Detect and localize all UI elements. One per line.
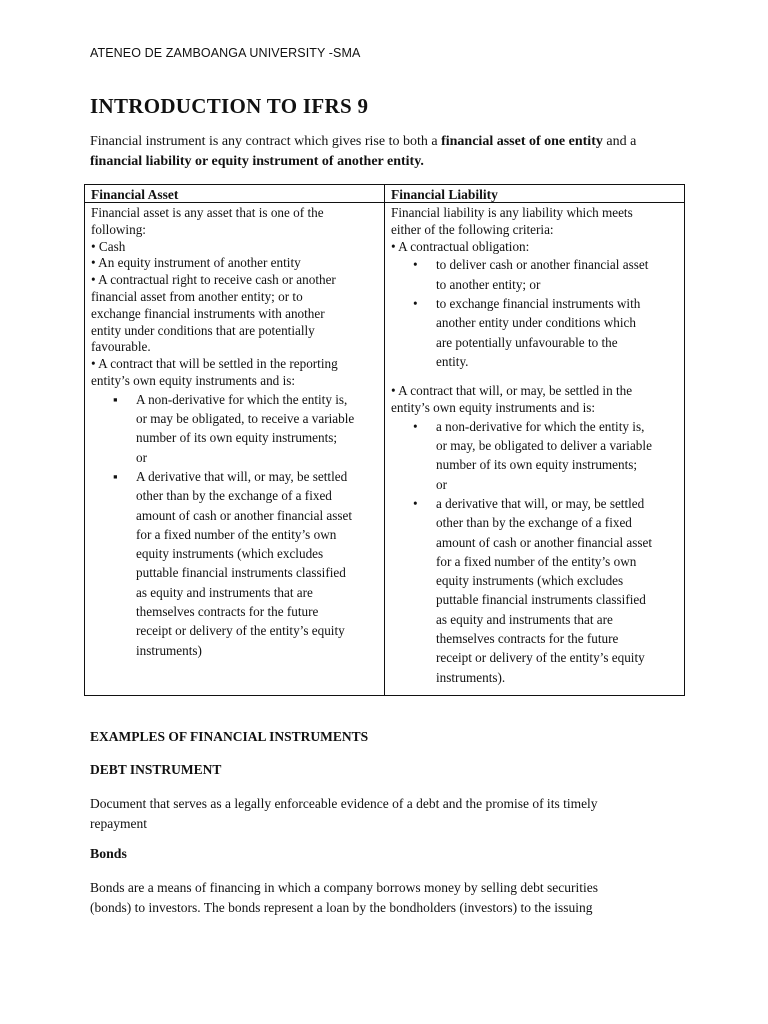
financial-liability-lines-2 bbox=[391, 383, 681, 417]
financial-asset-column bbox=[91, 185, 381, 660]
sub-bullet-line: equity instruments (which excludes bbox=[136, 546, 324, 562]
sub-bullet-line: to deliver cash or another financial asset bbox=[436, 257, 649, 273]
sub-bullet-line: number of its own equity instruments; bbox=[436, 457, 638, 473]
cell-text-line: favourable. bbox=[91, 339, 151, 355]
cell-text-line: • A contract that will, or may, be settled in the bbox=[391, 383, 633, 399]
sub-bullet-line: other than by the exchange of a fixed bbox=[136, 488, 332, 504]
sub-bullet-line: or may be obligated, to receive a variable bbox=[136, 411, 355, 427]
sub-bullet-line: a non-derivative for which the entity is, bbox=[436, 418, 645, 434]
debt-line: Document that serves as a legally enforceable evidence of a debt and the promise of its timely bbox=[90, 796, 598, 811]
sub-bullet-line: other than by the exchange of a fixed bbox=[436, 515, 632, 531]
sub-bullet-line: a derivative that will, or may, be settled bbox=[436, 495, 645, 511]
bullet-icon: ▪ bbox=[113, 468, 118, 484]
sub-bullet-line: are potentially unfavourable to the bbox=[436, 334, 618, 350]
cell-text-line: Financial liability is any liability which meets bbox=[391, 205, 633, 220]
financial-asset-subitems bbox=[91, 390, 381, 660]
sub-bullet-line: to exchange financial instruments with bbox=[436, 295, 641, 311]
sub-bullet-line: instruments) bbox=[136, 642, 202, 658]
table-column-divider bbox=[384, 185, 385, 695]
sub-bullet-line: themselves contracts for the future bbox=[136, 604, 319, 620]
cell-text-line: Financial asset is any asset that is one of the bbox=[91, 205, 324, 220]
cell-text-line: exchange financial instruments with another bbox=[91, 305, 325, 321]
intro-bold-2: financial liability or equity instrument of another entity. bbox=[90, 154, 424, 169]
debt-line: repayment bbox=[90, 816, 147, 831]
sub-bullet-line: amount of cash or another financial asset bbox=[436, 534, 653, 550]
cell-text-line: • A contract that will be settled in the reporting bbox=[91, 356, 338, 372]
bonds-paragraph bbox=[90, 878, 690, 918]
cell-text-line: entity under conditions that are potentially bbox=[91, 322, 315, 338]
sub-bullet-item bbox=[391, 494, 681, 687]
university-header: ATENEO DE ZAMBOANGA UNIVERSITY -SMA bbox=[90, 46, 361, 60]
cell-text-line: entity’s own equity instruments and is: bbox=[91, 372, 296, 388]
sub-bullet-line: entity. bbox=[436, 353, 469, 369]
sub-bullet-line: to another entity; or bbox=[436, 276, 541, 292]
intro-text-2: and a bbox=[602, 134, 637, 149]
cell-text-line: entity’s own equity instruments and is: bbox=[391, 399, 596, 415]
sub-bullet-line: or bbox=[136, 449, 147, 465]
sub-bullet-line: as equity and instruments that are bbox=[436, 611, 613, 627]
sub-bullet-line: puttable financial instruments classified bbox=[436, 592, 646, 608]
sub-bullet-item bbox=[91, 467, 381, 660]
financial-liability-column bbox=[391, 185, 681, 687]
sub-bullet-line: A derivative that will, or may, be settled bbox=[136, 468, 348, 484]
financial-liability-subitems-2 bbox=[391, 417, 681, 687]
sub-bullet-line: amount of cash or another financial asset bbox=[136, 507, 353, 523]
sub-bullet-line: themselves contracts for the future bbox=[436, 631, 619, 647]
bonds-line: Bonds are a means of financing in which a company borrows money by selling debt securities bbox=[90, 880, 598, 895]
sub-bullet-line: for a fixed number of the entity’s own bbox=[436, 553, 637, 569]
financial-asset-cell bbox=[91, 202, 381, 660]
financial-liability-cell bbox=[391, 202, 681, 687]
sub-bullet-line: receipt or delivery of the entity’s equity bbox=[436, 650, 645, 666]
cell-text-line: following: bbox=[91, 221, 146, 237]
bullet-icon: ▪ bbox=[113, 391, 118, 407]
sub-bullet-line: instruments). bbox=[436, 669, 506, 685]
sub-bullet-item bbox=[391, 255, 681, 294]
cell-text-line: • A contractual right to receive cash or another bbox=[91, 272, 336, 288]
sub-bullet-line: or may, be obligated to deliver a variable bbox=[436, 438, 652, 454]
debt-instrument-paragraph bbox=[90, 794, 680, 834]
debt-instrument-heading: DEBT INSTRUMENT bbox=[90, 762, 222, 777]
sub-bullet-item bbox=[391, 417, 681, 494]
sub-bullet-line: puttable financial instruments classified bbox=[136, 565, 346, 581]
cell-text-line: either of the following criteria: bbox=[391, 221, 554, 237]
sub-bullet-line: or bbox=[436, 476, 447, 492]
cell-text-line: financial asset from another entity; or to bbox=[91, 288, 303, 304]
financial-asset-header: Financial Asset bbox=[91, 187, 179, 202]
cell-text-line: • An equity instrument of another entity bbox=[91, 255, 301, 271]
sub-bullet-line: receipt or delivery of the entity’s equity bbox=[136, 623, 345, 639]
bonds-heading: Bonds bbox=[90, 846, 127, 861]
bonds-line: (bonds) to investors. The bonds represent a loan by the bondholders (investors) to the issuing bbox=[90, 900, 593, 915]
intro-text-1: Financial instrument is any contract which gives rise to both a bbox=[90, 134, 442, 149]
bullet-icon: • bbox=[413, 495, 418, 511]
bullet-icon: • bbox=[413, 418, 418, 434]
examples-heading: EXAMPLES OF FINANCIAL INSTRUMENTS bbox=[90, 729, 369, 744]
financial-liability-lines bbox=[391, 205, 681, 255]
cell-text-line: • Cash bbox=[91, 238, 126, 254]
sub-bullet-line: number of its own equity instruments; bbox=[136, 430, 338, 446]
financial-asset-lines bbox=[91, 205, 381, 390]
intro-bold-1: financial asset of one entity bbox=[441, 134, 603, 149]
sub-bullet-item bbox=[91, 390, 381, 467]
definitions-table bbox=[84, 184, 685, 696]
sub-bullet-line: as equity and instruments that are bbox=[136, 584, 313, 600]
sub-bullet-line: A non-derivative for which the entity is, bbox=[136, 391, 348, 407]
bullet-icon: • bbox=[413, 295, 418, 311]
intro-paragraph bbox=[90, 132, 690, 172]
financial-liability-subitems-1 bbox=[391, 255, 681, 371]
sub-bullet-item bbox=[391, 294, 681, 371]
sub-bullet-line: for a fixed number of the entity’s own bbox=[136, 526, 337, 542]
financial-liability-header: Financial Liability bbox=[391, 187, 498, 202]
page-title: INTRODUCTION TO IFRS 9 bbox=[90, 94, 369, 118]
sub-bullet-line: equity instruments (which excludes bbox=[436, 573, 624, 589]
bullet-icon: • bbox=[413, 257, 418, 273]
cell-text-line: • A contractual obligation: bbox=[391, 238, 530, 254]
sub-bullet-line: another entity under conditions which bbox=[436, 315, 636, 331]
